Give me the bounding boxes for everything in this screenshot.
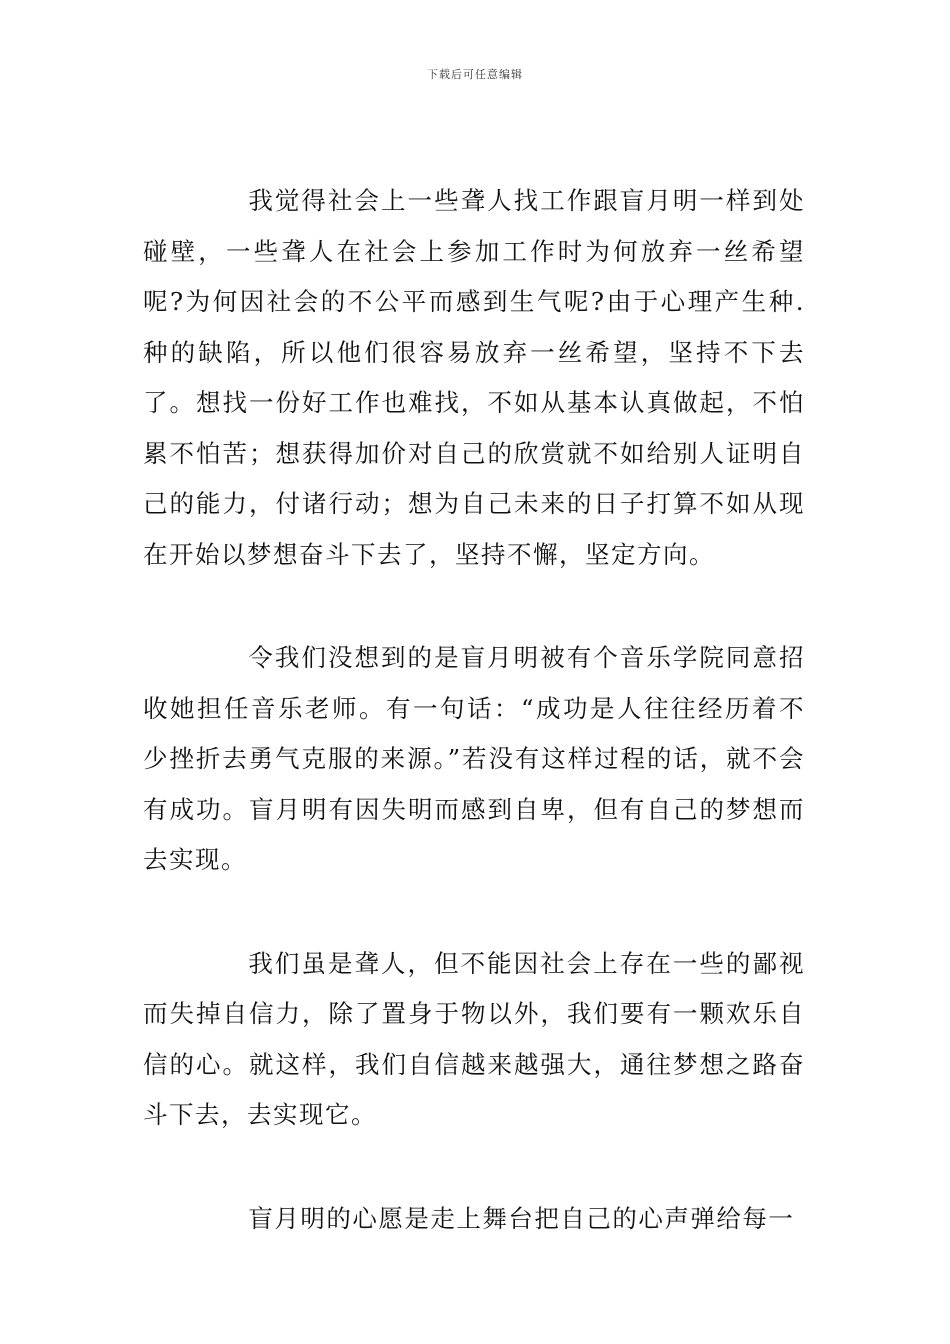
paragraph-2: 令我们没想到的是盲月明被有个音乐学院同意招收她担任音乐老师。有一句话：“成功是人往往经历着不少挫折去勇气克服的来源。”若没有这样过程的话，就不会有成功。盲月明有因失明而感到自卑，但有自己的梦想而去实现。 [143,643,805,874]
paragraph-4: 盲月明的心愿是走上舞台把自己的心声弹给每一 [248,1203,795,1233]
paragraph-1: 我觉得社会上一些聋人找工作跟盲月明一样到处碰壁，一些聋人在社会上参加工作时为何放弃一丝希望呢?为何因社会的不公平而感到生气呢?由于心理产生种.种的缺陷，所以他们很容易放弃一丝希望，坚持不下去了。想找一份好工作也难找，不如从基本认真做起，不怕累不怕苦；想获得加价对自己的欣赏就不如给别人证明自己的能力，付诸行动；想为自己未来的日子打算不如从现在开始以梦想奋斗下去了，坚持不懈，坚定方向。 [143,186,805,569]
page-header-note: 下载后可任意编辑 [427,68,523,81]
document-body [143,176,805,1244]
paragraph-3: 我们虽是聋人，但不能因社会上存在一些的鄙视而失掉自信力，除了置身于物以外，我们要有一颗欢乐自信的心。就这样，我们自信越来越强大，通往梦想之路奋斗下去，去实现它。 [143,948,805,1129]
